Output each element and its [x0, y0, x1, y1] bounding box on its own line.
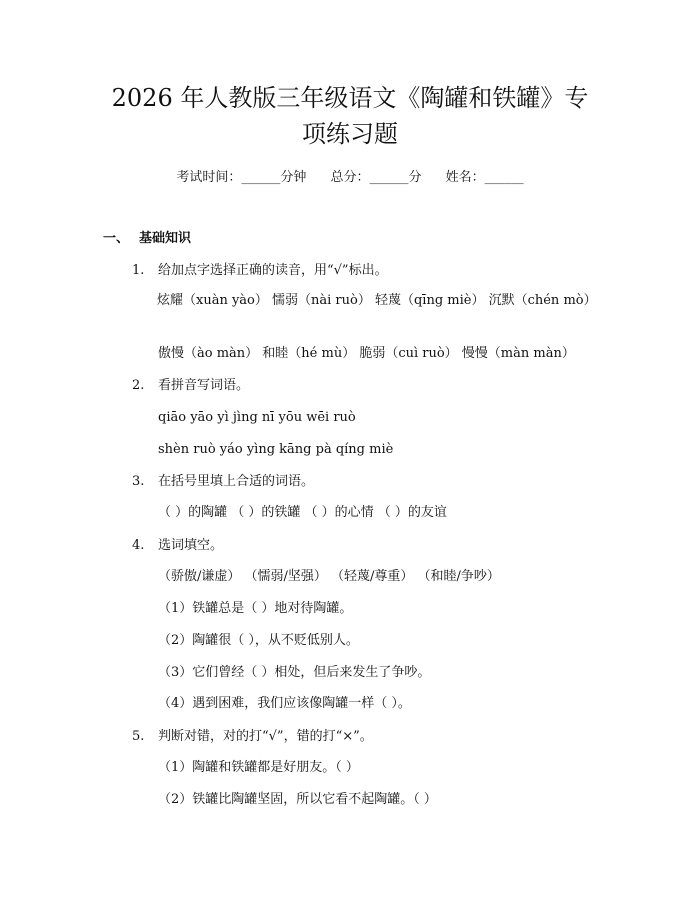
question-4-word-choices: （骄傲/谦虚） （懦弱/坚强） （轻蔑/尊重） （和睦/争吵） — [158, 569, 500, 584]
question-5-item-1: （1）陶罐和铁罐都是好朋友。（ ） — [158, 760, 359, 775]
question-4-number: 4. — [132, 538, 145, 553]
score-field: 总分：______分 — [330, 170, 422, 185]
section-title: 基础知识 — [139, 231, 192, 246]
question-3-number: 3. — [132, 474, 145, 489]
question-1-line-2: 傲慢（ào màn） 和睦（hé mù） 脆弱（cuì ruò） 慢慢（màn màn） — [158, 346, 575, 361]
title-line-1: 2026 年人教版三年级语文《陶罐和铁罐》专 — [111, 84, 589, 112]
question-4-item-3: （3）它们曾经（ ）相处，但后来发生了争吵。 — [158, 665, 431, 680]
question-3-prompt: 在括号里填上合适的词语。 — [158, 474, 315, 489]
question-3-line-1: （ ）的陶罐 （ ）的铁罐 （ ）的心情 （ ）的友谊 — [158, 505, 447, 520]
question-1-prompt: 给加点字选择正确的读音，用“√”标出。 — [158, 263, 388, 278]
question-2-prompt: 看拼音写词语。 — [158, 378, 250, 393]
question-2-line-2: shèn ruò yáo yìng kāng pà qíng miè — [158, 442, 394, 457]
question-1-line-1: 炫耀（xuàn yào） 懦弱（nài ruò） 轻蔑（qīng miè） 沉默（chén mò） — [157, 293, 597, 308]
question-2-line-1: qiāo yāo yì jìng nī yōu wēi ruò — [158, 410, 356, 425]
section-heading — [103, 229, 191, 249]
name-field: 姓名：______ — [445, 170, 524, 185]
document-title — [60, 80, 640, 152]
question-4-item-2: （2）陶罐很（ ），从不贬低别人。 — [158, 633, 359, 648]
exam-info — [0, 168, 700, 188]
question-4-item-4: （4）遇到困难，我们应该像陶罐一样（ ）。 — [158, 696, 411, 711]
section-number: 一、 — [103, 231, 130, 246]
question-1-number: 1. — [132, 263, 145, 278]
question-5-prompt: 判断对错，对的打“√”，错的打“×”。 — [158, 729, 373, 744]
question-5-number: 5. — [132, 729, 145, 744]
question-4-item-1: （1）铁罐总是（ ）地对待陶罐。 — [158, 601, 353, 616]
question-5-item-2: （2）铁罐比陶罐坚固，所以它看不起陶罐。（ ） — [158, 792, 437, 807]
question-4-prompt: 选词填空。 — [158, 538, 224, 553]
title-line-2: 项练习题 — [302, 120, 398, 148]
question-2-number: 2. — [132, 378, 145, 393]
exam-time-field: 考试时间：______分钟 — [176, 170, 307, 185]
